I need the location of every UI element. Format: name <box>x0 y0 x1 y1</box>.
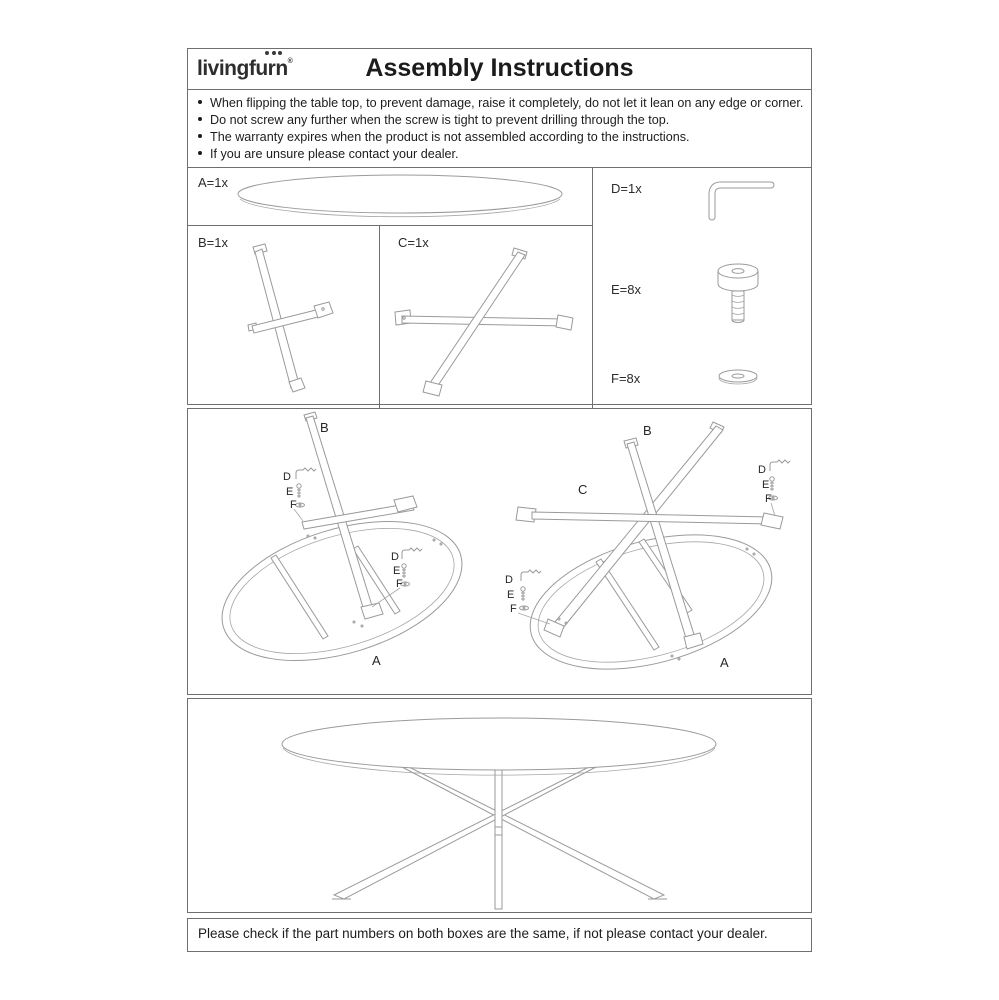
part-a-cell <box>188 168 593 226</box>
bullet-icon <box>198 100 202 104</box>
logo-text: livingfurn <box>197 57 288 80</box>
warning-text: Do not screw any further when the screw is tight to prevent drilling through the top. <box>210 113 670 127</box>
bullet-icon <box>198 151 202 155</box>
main-box <box>187 48 812 405</box>
part-a-label: A=1x <box>198 175 228 190</box>
warning-text: The warranty expires when the product is not assembled according to the instructions. <box>210 130 690 144</box>
assembled-table-drawing <box>188 699 811 912</box>
allen-key-drawing <box>705 179 777 221</box>
footer-note: Please check if the part numbers on both boxes are the same, if not please contact your dealer. <box>198 926 768 941</box>
warning-item <box>198 95 811 111</box>
bolt-drawing <box>717 262 759 326</box>
step1-callout-d: D <box>283 471 291 483</box>
assembled-table-top <box>282 718 716 775</box>
assembled-table-box <box>187 698 812 913</box>
part-c-cell <box>380 226 593 409</box>
assembled-center-post <box>495 763 502 909</box>
part-b-label: B=1x <box>198 235 228 250</box>
step1-callout-e2: E <box>393 565 401 577</box>
leg-c-drawing <box>380 226 593 409</box>
part-b-cell <box>188 226 380 409</box>
bullet-icon <box>198 134 202 138</box>
assembly-instructions-sheet <box>187 48 812 954</box>
registered-mark: ® <box>287 58 293 65</box>
step1-callout-d2: D <box>391 551 399 563</box>
warning-item <box>198 112 811 128</box>
step2-callout-e2: E <box>507 589 515 601</box>
page-title: Assembly Instructions <box>365 54 634 82</box>
step2-drawing <box>504 409 804 694</box>
part-e-label: E=8x <box>611 282 641 297</box>
step2-callout-right-icons <box>769 460 791 516</box>
warning-text: If you are unsure please contact your dealer. <box>210 147 459 161</box>
step2-callout-d: D <box>758 464 766 476</box>
footer-box <box>187 918 812 952</box>
part-f-label: F=8x <box>611 371 641 386</box>
step2-part-a-label: A <box>720 655 729 670</box>
step1-drawing <box>204 409 504 694</box>
step1-part-a-label: A <box>372 653 381 668</box>
step1-callout1-icons <box>294 468 316 521</box>
header <box>188 49 811 90</box>
step2-table-top <box>515 511 786 693</box>
step2-callout-f2: F <box>510 603 517 615</box>
batten <box>271 555 328 639</box>
step2-part-b-label: B <box>643 423 652 438</box>
table-top-drawing <box>188 168 593 225</box>
step2-callout-e: E <box>762 479 770 491</box>
step1-callout-f: F <box>290 499 297 511</box>
bullet-icon <box>198 117 202 121</box>
warning-text: When flipping the table top, to prevent damage, raise it completely, do not let it lean on any edge or corner. <box>210 96 804 110</box>
parts-grid <box>188 168 811 409</box>
warning-item <box>198 129 811 145</box>
part-c-label: C=1x <box>398 235 429 250</box>
step2-callout-f: F <box>765 493 772 505</box>
step2-callout-left-icons <box>518 570 550 624</box>
step1-part-b-label: B <box>320 420 329 435</box>
step1-callout-e: E <box>286 486 294 498</box>
warning-item <box>198 146 811 162</box>
step1-callout-f2: F <box>396 578 403 590</box>
warnings-list <box>188 90 811 168</box>
leg-b-drawing <box>188 226 380 409</box>
washer-drawing <box>717 367 759 389</box>
step2-part-c-label: C <box>578 482 588 497</box>
part-d-label: D=1x <box>611 181 642 196</box>
parts-def-cell <box>593 168 811 409</box>
assembly-steps-box <box>187 408 812 695</box>
step2-callout-d2: D <box>505 574 513 586</box>
